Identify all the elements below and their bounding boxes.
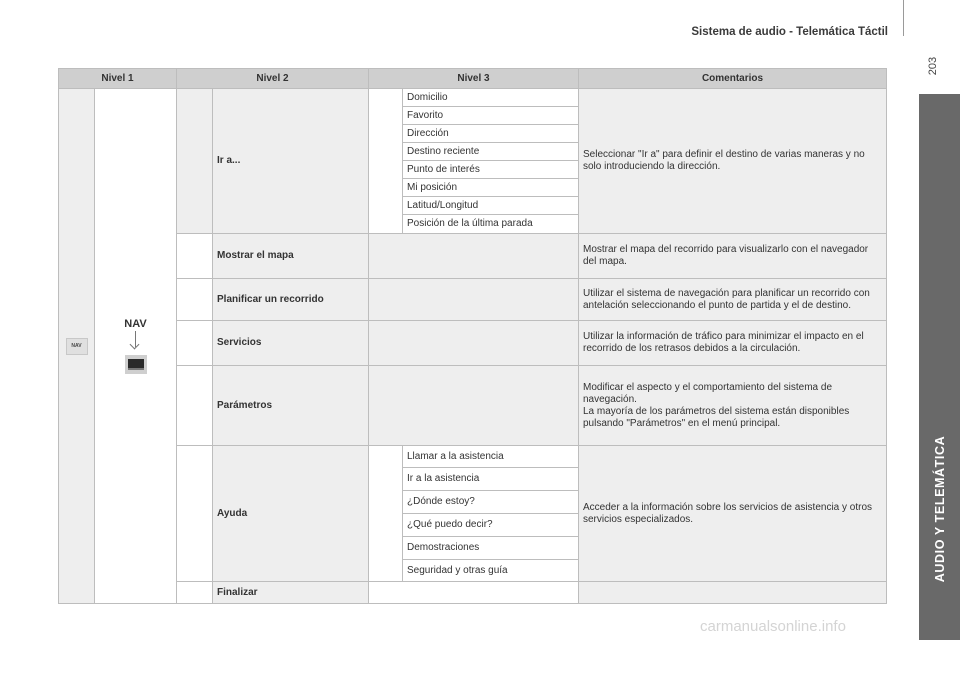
level3-option: Seguridad y otras guía	[403, 560, 579, 582]
level3-option: Mi posición	[403, 179, 579, 197]
level3-icon-cell	[369, 446, 403, 582]
chapter-number: 10	[925, 648, 954, 685]
level3-option: Domicilio	[403, 89, 579, 107]
level2-icon-cell	[177, 446, 213, 582]
level3-option: Posición de la última parada	[403, 215, 579, 234]
navigation-menu-table	[58, 68, 887, 604]
header-comentarios: Comentarios	[579, 69, 887, 89]
level2-servicios: Servicios	[213, 321, 369, 366]
level3-option: Destino reciente	[403, 143, 579, 161]
header-divider	[903, 0, 904, 36]
level2-icon-cell	[177, 582, 213, 604]
comment-finalizar-empty	[579, 582, 887, 604]
level2-parametros: Parámetros	[213, 366, 369, 446]
level2-planificar: Planificar un recorrido	[213, 279, 369, 321]
level2-ayuda: Ayuda	[213, 446, 369, 582]
level3-option: ¿Dónde estoy?	[403, 491, 579, 514]
level2-icon-cell	[177, 279, 213, 321]
level3-empty	[369, 366, 579, 446]
table-row	[59, 234, 887, 279]
level3-option: Latitud/Longitud	[403, 197, 579, 215]
page-number: 203	[927, 56, 939, 76]
level3-option: Punto de interés	[403, 161, 579, 179]
comment-servicios: Utilizar la información de tráfico para minimizar el impacto en el recorrido de los retrasos debidos a la circulación.	[579, 321, 887, 366]
table-row	[59, 89, 887, 107]
table-row	[59, 366, 887, 446]
level2-icon-cell	[177, 366, 213, 446]
level2-mostrar-mapa: Mostrar el mapa	[213, 234, 369, 279]
level3-option: Dirección	[403, 125, 579, 143]
arrow-down-icon	[135, 331, 136, 347]
level3-option: Llamar a la asistencia	[403, 446, 579, 468]
watermark: carmanualsonline.info	[700, 618, 846, 635]
level2-ir-a: Ir a...	[213, 89, 369, 234]
level1-icon-cell	[59, 89, 95, 604]
chapter-side-tab	[919, 94, 960, 685]
comment-ayuda: Acceder a la información sobre los servicios de asistencia y otros servicios especializados.	[579, 446, 887, 582]
level3-option: ¿Qué puedo decir?	[403, 514, 579, 537]
header-nivel-1: Nivel 1	[59, 69, 177, 89]
level1-nav-cell	[95, 89, 177, 604]
level3-empty	[369, 321, 579, 366]
chapter-title: AUDIO Y TELEMÁTICA	[932, 435, 947, 583]
level2-finalizar: Finalizar	[213, 582, 369, 604]
table-row	[59, 279, 887, 321]
table-row	[59, 446, 887, 468]
page-header-title: Sistema de audio - Telemática Táctil	[691, 26, 888, 38]
comment-planificar: Utilizar el sistema de navegación para planificar un recorrido con antelación seleccionando el punto de partida y el de destino.	[579, 279, 887, 321]
table-row	[59, 321, 887, 366]
comment-parametros: Modificar el aspecto y el comportamiento del sistema de navegación. La mayoría de los parámetros del sistema están disponibles pulsando "Parámetros" en el menú principal.	[579, 366, 887, 446]
level2-icon-cell	[177, 234, 213, 279]
level2-icon-cell	[177, 89, 213, 234]
level3-icon-cell	[369, 89, 403, 234]
table-header-row	[59, 69, 887, 89]
level3-option: Ir a la asistencia	[403, 468, 579, 491]
level1-nav-label: NAV	[124, 318, 147, 330]
nav-button-icon: NAV	[66, 338, 88, 355]
comment-ir-a: Seleccionar "Ir a" para definir el destino de varias maneras y no solo introduciendo la dirección.	[579, 89, 887, 234]
level3-empty	[369, 279, 579, 321]
navigation-screen-icon	[125, 355, 147, 374]
level3-option: Demostraciones	[403, 537, 579, 560]
level3-empty	[369, 234, 579, 279]
level3-empty	[369, 582, 579, 604]
comment-mostrar-mapa: Mostrar el mapa del recorrido para visualizarlo con el navegador del mapa.	[579, 234, 887, 279]
level3-option: Favorito	[403, 107, 579, 125]
table-row	[59, 582, 887, 604]
header-nivel-3: Nivel 3	[369, 69, 579, 89]
header-nivel-2: Nivel 2	[177, 69, 369, 89]
level2-icon-cell	[177, 321, 213, 366]
